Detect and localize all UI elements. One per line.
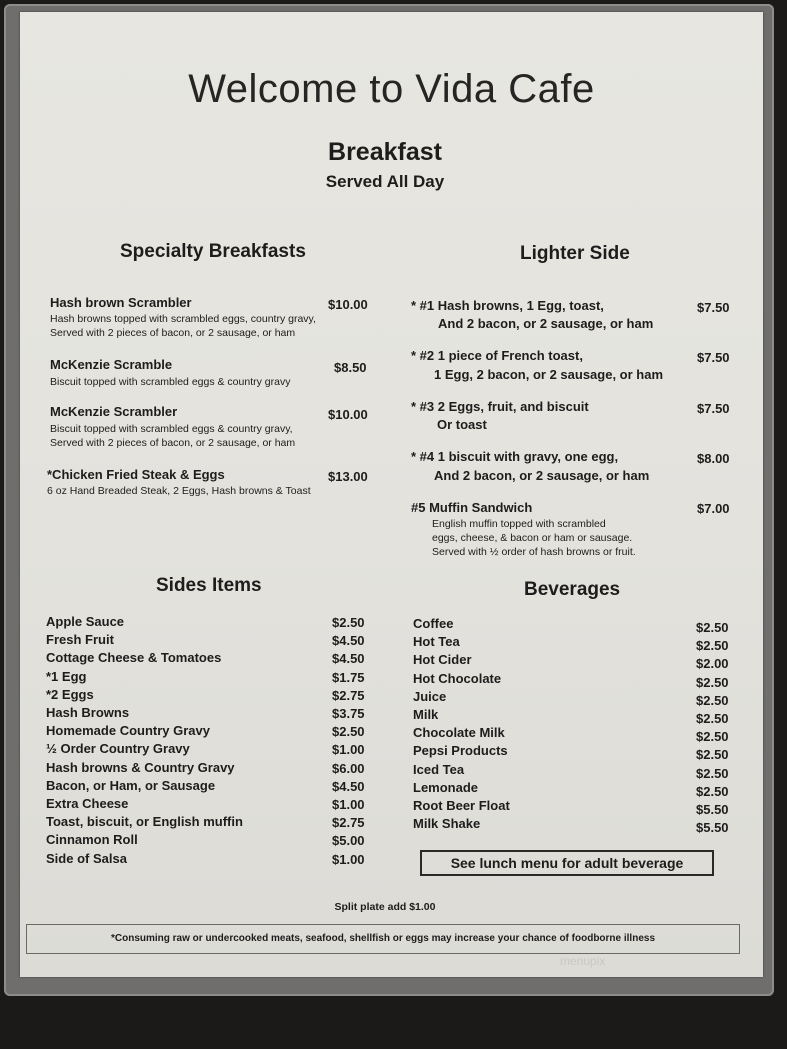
specialty-item-price: $10.00 xyxy=(328,407,368,422)
beverage-item-name: Chocolate Milk xyxy=(413,725,505,741)
beverage-item-name: Iced Tea xyxy=(413,761,465,777)
lunch-menu-note: See lunch menu for adult beverage xyxy=(420,850,714,876)
lighter-item-line: * #3 2 Eggs, fruit, and biscuit xyxy=(411,399,589,414)
side-item-name: *2 Eggs xyxy=(46,686,94,702)
menu-title: Welcome to Vida Cafe xyxy=(188,67,595,111)
beverage-item-price: $2.50 xyxy=(696,711,729,727)
side-item-price: $2.50 xyxy=(332,724,365,740)
beverage-item-price: $2.50 xyxy=(696,765,729,781)
beverage-item-name: Pepsi Products xyxy=(413,743,508,759)
beverage-item-name: Milk Shake xyxy=(413,816,481,832)
beverage-item-price: $5.50 xyxy=(696,802,729,818)
side-item-price: $6.00 xyxy=(332,760,365,776)
specialty-item-desc: 6 oz Hand Breaded Steak, 2 Eggs, Hash browns & Toast xyxy=(47,485,311,497)
served-all-day: Served All Day xyxy=(325,172,445,191)
side-item-price: $4.50 xyxy=(332,651,365,667)
beverages-heading: Beverages xyxy=(524,579,621,600)
lighter-item-line: Or toast xyxy=(437,417,487,432)
side-item-name: Apple Sauce xyxy=(46,614,125,629)
menu-page xyxy=(20,12,763,977)
side-item-price: $1.00 xyxy=(332,851,365,867)
side-item-name: Fresh Fruit xyxy=(46,632,114,648)
beverage-item-name: Root Beer Float xyxy=(413,798,510,814)
breakfast-heading: Breakfast xyxy=(328,138,442,166)
beverage-item-price: $2.50 xyxy=(696,747,729,763)
side-item-name: Toast, biscuit, or English muffin xyxy=(46,814,243,830)
muffin-sandwich-desc: English muffin topped with scrambled xyxy=(432,518,606,530)
specialty-item-price: $8.50 xyxy=(334,360,367,375)
specialty-item-desc: Biscuit topped with scrambled eggs & country gravy, xyxy=(50,423,293,435)
beverage-item-price: $2.50 xyxy=(696,638,729,654)
side-item-price: $1.75 xyxy=(332,669,365,685)
sides-heading: Sides Items xyxy=(156,575,262,596)
specialty-item-name: McKenzie Scramble xyxy=(50,357,173,372)
beverage-item-name: Lemonade xyxy=(413,779,479,795)
specialty-item-desc: Served with 2 pieces of bacon, or 2 sausage, or ham xyxy=(50,327,296,339)
lighter-item-price: $7.50 xyxy=(697,401,730,416)
side-item-name: Cinnamon Roll xyxy=(46,832,138,848)
beverage-item-price: $2.50 xyxy=(696,729,729,745)
side-item-name: Cottage Cheese & Tomatoes xyxy=(46,650,222,666)
beverage-item-name: Hot Tea xyxy=(413,634,460,650)
beverage-item-name: Milk xyxy=(413,707,439,723)
side-item-name: Hash browns & Country Gravy xyxy=(46,759,235,775)
beverage-item-name: Hot Cider xyxy=(413,652,472,668)
sides-prices xyxy=(332,614,365,869)
side-item-price: $3.75 xyxy=(332,706,365,722)
specialty-item-price: $10.00 xyxy=(328,297,368,312)
side-item-price: $4.50 xyxy=(332,633,365,649)
specialty-item-price: $13.00 xyxy=(328,469,368,484)
side-item-name: Side of Salsa xyxy=(46,850,127,866)
beverage-item-name: Coffee xyxy=(413,616,454,631)
lighter-side-heading: Lighter Side xyxy=(520,243,630,264)
specialty-item-name: *Chicken Fried Steak & Eggs xyxy=(47,467,225,482)
beverage-prices xyxy=(696,619,729,837)
beverage-item-price: $2.00 xyxy=(696,656,729,672)
side-item-price: $1.00 xyxy=(332,742,365,758)
specialty-item-name: McKenzie Scrambler xyxy=(50,404,178,419)
side-item-price: $4.50 xyxy=(332,778,365,794)
side-item-price: $2.75 xyxy=(332,815,365,831)
lighter-item-line: And 2 bacon, or 2 sausage, or ham xyxy=(438,316,654,331)
lighter-item-line: * #2 1 piece of French toast, xyxy=(411,348,583,363)
side-item-price: $2.50 xyxy=(332,615,365,630)
beverage-item-price: $2.50 xyxy=(696,674,729,690)
specialty-heading: Specialty Breakfasts xyxy=(120,241,306,262)
side-item-price: $1.00 xyxy=(332,797,365,813)
beverage-item-price: $2.50 xyxy=(696,620,729,635)
beverage-item-name: Juice xyxy=(413,688,447,704)
lighter-item-line: 1 Egg, 2 bacon, or 2 sausage, or ham xyxy=(434,367,664,382)
side-item-name: Hash Browns xyxy=(46,705,130,721)
beverage-item-name: Hot Chocolate xyxy=(413,670,502,686)
split-plate-note: Split plate add $1.00 xyxy=(334,901,436,913)
lighter-item-price: $7.50 xyxy=(697,300,730,315)
lighter-item-line: * #4 1 biscuit with gravy, one egg, xyxy=(411,449,619,464)
beverage-item-price: $5.50 xyxy=(696,820,729,836)
side-item-name: ½ Order Country Gravy xyxy=(46,741,190,757)
beverage-item-price: $2.50 xyxy=(696,692,729,708)
specialty-item-name: Hash brown Scrambler xyxy=(50,295,192,310)
lighter-item-price: $7.50 xyxy=(697,350,730,365)
side-item-name: *1 Egg xyxy=(46,668,87,684)
specialty-item-desc: Hash browns topped with scrambled eggs, country gravy, xyxy=(50,313,316,325)
side-item-price: $2.75 xyxy=(332,687,365,703)
side-item-price: $5.00 xyxy=(332,833,365,849)
muffin-sandwich-desc: eggs, cheese, & bacon or ham or sausage. xyxy=(432,532,633,544)
side-item-name: Bacon, or Ham, or Sausage xyxy=(46,777,216,793)
lighter-item-line: And 2 bacon, or 2 sausage, or ham xyxy=(434,468,650,483)
watermark: menupix xyxy=(560,954,606,968)
food-safety-warning: *Consuming raw or undercooked meats, seafood, shellfish or eggs may increase your chance of foodborne illness xyxy=(26,924,740,954)
beverage-names xyxy=(413,615,510,833)
lighter-item-price: $8.00 xyxy=(697,451,730,466)
muffin-sandwich-name: #5 Muffin Sandwich xyxy=(411,500,533,515)
muffin-sandwich-desc: Served with ½ order of hash browns or fruit. xyxy=(432,546,636,558)
side-item-name: Homemade Country Gravy xyxy=(46,723,210,739)
lighter-item-line: * #1 Hash browns, 1 Egg, toast, xyxy=(411,298,604,313)
specialty-item-desc: Served with 2 pieces of bacon, or 2 sausage, or ham xyxy=(50,437,296,449)
beverage-item-price: $2.50 xyxy=(696,783,729,799)
side-item-name: Extra Cheese xyxy=(46,796,129,812)
specialty-item-desc: Biscuit topped with scrambled eggs & country gravy xyxy=(50,376,291,388)
sides-names xyxy=(46,613,243,868)
muffin-sandwich-price: $7.00 xyxy=(697,501,730,516)
